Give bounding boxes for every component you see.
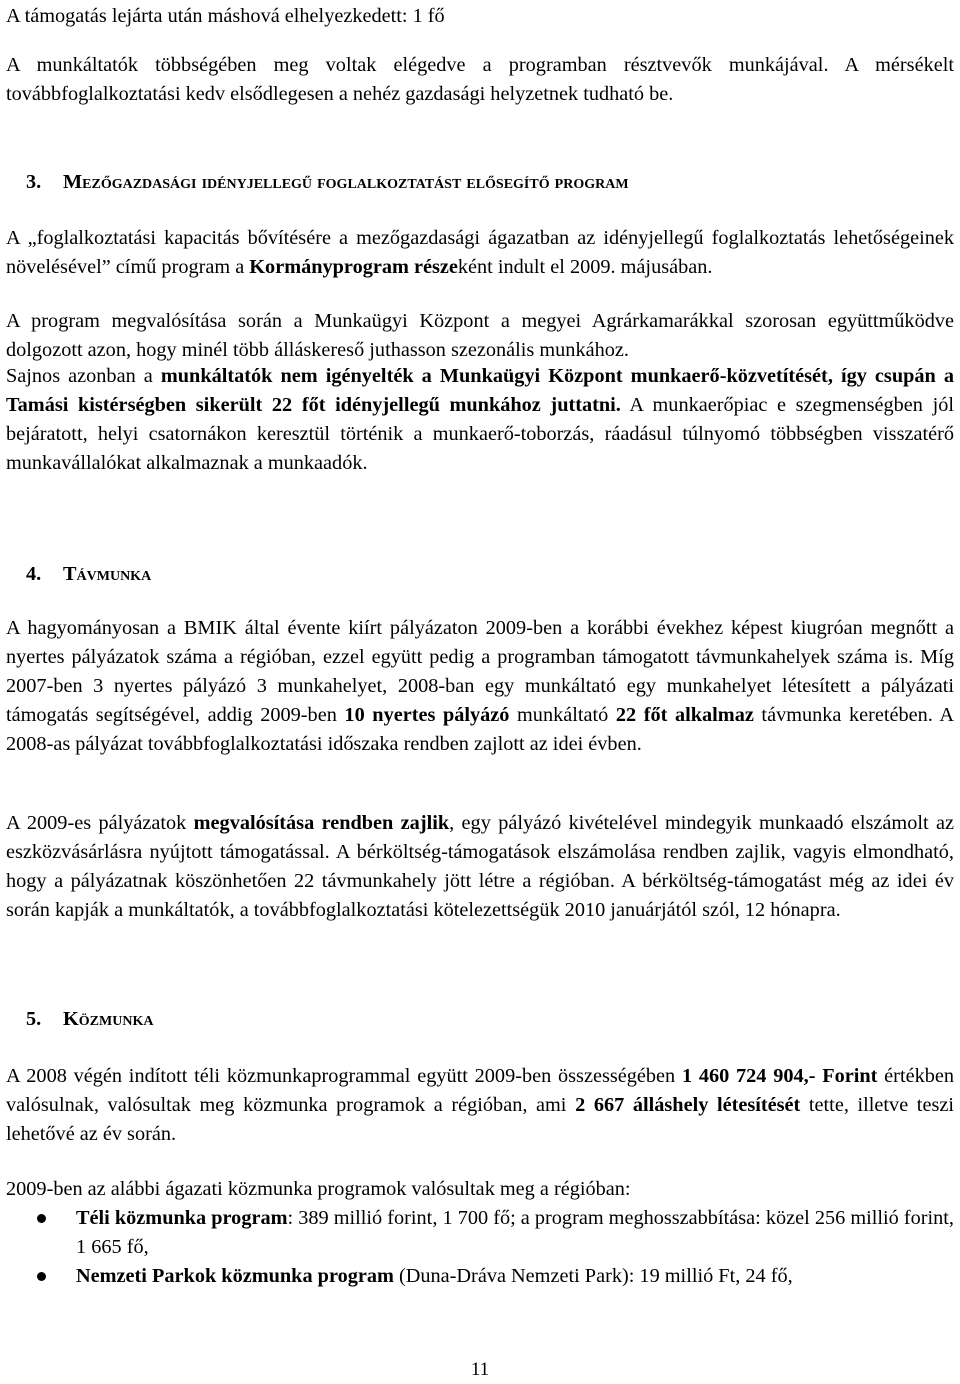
paragraph-program-result: Sajnos azonban a munkáltatók nem igényelték a Munkaügyi Központ munkaerő-közvetítését, így csupán a Tamási kistérségben sikerült 22 főt idényjellegű munkához juttatni. A munkaerőpiac e szegmenségben jól bejáratott, helyi csatornákon keresztül történik a munkaerő-toborzás, ráadásul túlnyomó többségben visszatérő munkavállalókat alkalmaznak a munkaadók. — [6, 365, 955, 474]
list-item-text: Téli közmunka program: 389 millió forint, 1 700 fő; a program meghosszabbítása: közel 256 millió forint, 1 665 fő, — [76, 1207, 954, 1258]
section-heading-4 — [26, 560, 151, 589]
section-number: 3. — [26, 171, 42, 193]
paragraph-relocated: A támogatás lejárta után máshová elhelyezkedett: 1 fő — [6, 5, 445, 27]
section-title: Közmunka — [63, 1008, 154, 1030]
section-title: Távmunka — [63, 563, 152, 585]
section-title: Mezőgazdasági idényjellegű foglalkoztatást elősegítő program — [63, 171, 629, 193]
paragraph-public-works-list-intro: 2009-ben az alábbi ágazati közmunka programok valósultak meg a régióban: — [6, 1178, 631, 1200]
section-number: 5. — [26, 1008, 42, 1030]
paragraph-program-intro: A „foglalkoztatási kapacitás bővítésére a mezőgazdasági ágazatban az idényjellegű foglalkoztatás lehetőségeinek növelésével” című program a Kormányprogram részeként indult el 2009. májusában. — [6, 227, 954, 278]
section-number: 4. — [26, 563, 42, 585]
bullet-icon — [37, 1272, 46, 1281]
paragraph-telework-applications: A hagyományosan a BMIK által évente kiírt pályázaton 2009-ben a korábbi évekhez képest kiugróan megnőtt a nyertes pályázatok száma a régióban, ezzel együtt pedig a programban támogatott távmunkahelyek száma is. Míg 2007-ben 3 nyertes pályázó 3 munkahelyet, 2008-ban egy munkáltató egy munkahelyet létesített a pályázati támogatás segítségével, addig 2009-ben 10 nyertes pályázó munkáltató 22 főt alkalmaz távmunka keretében. A 2008-as pályázat továbbfoglalkoztatási időszaka rendben zajlott az idei évben. — [6, 617, 954, 755]
paragraph-program-cooperation: A program megvalósítása során a Munkaügyi Központ a megyei Agrárkamarákkal szorosan együttműködve dolgozott azon, hogy minél több álláskereső juthasson szezonális munkához. — [6, 310, 954, 361]
bullet-icon — [37, 1214, 46, 1223]
page-number: 11 — [470, 1359, 490, 1380]
list-item-text: Nemzeti Parkok közmunka program (Duna-Dráva Nemzeti Park): 19 millió Ft, 24 fő, — [76, 1265, 793, 1287]
paragraph-public-works-total: A 2008 végén indított téli közmunkaprogrammal együtt 2009-ben összességében 1 460 724 904,- Forint értékben valósulnak, valósultak meg közmunka programok a régióban, ami 2 667 álláshely létesítését tette, illetve teszi lehetővé az év során. — [6, 1065, 955, 1145]
section-heading-5 — [26, 1005, 153, 1034]
paragraph-telework-implementation: A 2009-es pályázatok megvalósítása rendben zajlik, egy pályázó kivételével mindegyik munkaadó elszámolt az eszközvásárlásra nyújtott támogatással. A bérköltség-támogatások elszámolása rendben zajlik, vagyis elmondható, hogy a pályázatnak köszönhetően 22 távmunkahely jött létre a régióban. A bérköltség-támogatást még az idei év során kapják a munkáltatók, a továbbfoglalkoztatási kötelezettségük 2010 januárjától szól, 12 hónapra. — [6, 812, 954, 921]
paragraph-employer-satisfaction: A munkáltatók többségében meg voltak elégedve a programban résztvevők munkájával. A mérsékelt továbbfoglalkoztatási kedv elsődlegesen a nehéz gazdasági helyzetnek tudható be. — [6, 54, 954, 105]
section-heading-3 — [26, 168, 629, 197]
